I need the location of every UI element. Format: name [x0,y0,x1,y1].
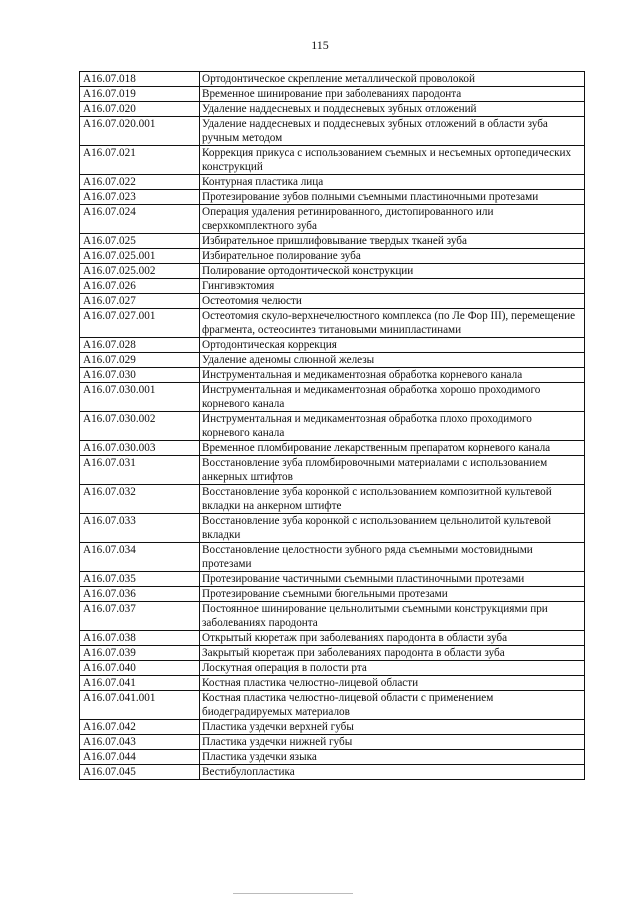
service-name-cell: Гингивэктомия [200,279,585,294]
table-row [80,587,585,602]
service-code-cell: A16.07.041 [80,676,200,691]
service-code-cell: A16.07.024 [80,205,200,234]
service-code-cell: A16.07.030 [80,368,200,383]
table-row [80,485,585,514]
service-name-cell: Вестибулопластика [200,765,585,780]
table-row [80,72,585,87]
service-code-cell: A16.07.034 [80,543,200,572]
service-code-cell: A16.07.031 [80,456,200,485]
service-code-cell: A16.07.026 [80,279,200,294]
service-code-cell: A16.07.028 [80,338,200,353]
table-row [80,572,585,587]
services-table-body [80,72,585,780]
table-row [80,661,585,676]
service-code-cell: A16.07.022 [80,175,200,190]
service-code-cell: A16.07.019 [80,87,200,102]
service-name-cell: Протезирование частичными съемными пластиночными протезами [200,572,585,587]
service-name-cell: Открытый кюретаж при заболеваниях пародонта в области зуба [200,631,585,646]
service-name-cell: Удаление аденомы слюнной железы [200,353,585,368]
table-row [80,602,585,631]
service-name-cell: Восстановление зуба коронкой с использованием композитной культевой вкладки на анкерном штифте [200,485,585,514]
table-row [80,691,585,720]
service-name-cell: Ортодонтическое скрепление металлической проволокой [200,72,585,87]
table-row [80,338,585,353]
service-name-cell: Костная пластика челюстно-лицевой области с применением биодеградируемых материалов [200,691,585,720]
service-code-cell: A16.07.045 [80,765,200,780]
service-code-cell: A16.07.025 [80,234,200,249]
service-name-cell: Закрытый кюретаж при заболеваниях пародонта в области зуба [200,646,585,661]
service-code-cell: A16.07.023 [80,190,200,205]
table-row [80,117,585,146]
service-name-cell: Остеотомия скуло-верхнечелюстного комплекса (по Ле Фор III), перемещение фрагмента, остеосинтез титановыми минипластинами [200,309,585,338]
table-row [80,631,585,646]
service-name-cell: Временное пломбирование лекарственным препаратом корневого канала [200,441,585,456]
service-name-cell: Удаление наддесневых и поддесневых зубных отложений [200,102,585,117]
service-name-cell: Избирательное полирование зуба [200,249,585,264]
service-name-cell: Пластика уздечки языка [200,750,585,765]
service-name-cell: Избирательное пришлифовывание твердых тканей зуба [200,234,585,249]
service-name-cell: Восстановление зуба коронкой с использованием цельнолитой культевой вкладки [200,514,585,543]
service-code-cell: A16.07.018 [80,72,200,87]
table-row [80,205,585,234]
service-code-cell: A16.07.027 [80,294,200,309]
table-row [80,720,585,735]
service-code-cell: A16.07.039 [80,646,200,661]
table-row [80,646,585,661]
service-code-cell: A16.07.037 [80,602,200,631]
table-row [80,175,585,190]
service-name-cell: Восстановление целостности зубного ряда съемными мостовидными протезами [200,543,585,572]
table-row [80,765,585,780]
table-row [80,543,585,572]
service-name-cell: Пластика уздечки нижней губы [200,735,585,750]
table-row [80,353,585,368]
service-name-cell: Костная пластика челюстно-лицевой области [200,676,585,691]
service-name-cell: Восстановление зуба пломбировочными материалами с использованием анкерных штифтов [200,456,585,485]
table-row [80,249,585,264]
service-code-cell: A16.07.027.001 [80,309,200,338]
table-row [80,514,585,543]
service-code-cell: A16.07.035 [80,572,200,587]
service-code-cell: A16.07.020 [80,102,200,117]
service-code-cell: A16.07.036 [80,587,200,602]
service-name-cell: Контурная пластика лица [200,175,585,190]
table-row [80,146,585,175]
service-code-cell: A16.07.033 [80,514,200,543]
page-bottom-divider [233,893,353,894]
service-code-cell: A16.07.030.002 [80,412,200,441]
table-row [80,294,585,309]
page-number: 115 [311,38,329,52]
service-code-cell: A16.07.044 [80,750,200,765]
service-name-cell: Коррекция прикуса с использованием съемных и несъемных ортопедических конструкций [200,146,585,175]
service-code-cell: A16.07.030.001 [80,383,200,412]
service-code-cell: A16.07.042 [80,720,200,735]
service-name-cell: Операция удаления ретинированного, дистопированного или сверхкомплектного зуба [200,205,585,234]
table-row [80,234,585,249]
service-code-cell: A16.07.025.002 [80,264,200,279]
service-name-cell: Пластика уздечки верхней губы [200,720,585,735]
table-row [80,383,585,412]
service-name-cell: Инструментальная и медикаментозная обработка корневого канала [200,368,585,383]
service-code-cell: A16.07.041.001 [80,691,200,720]
service-code-cell: A16.07.043 [80,735,200,750]
table-row [80,102,585,117]
service-name-cell: Лоскутная операция в полости рта [200,661,585,676]
service-code-cell: A16.07.032 [80,485,200,514]
service-code-cell: A16.07.038 [80,631,200,646]
table-row [80,368,585,383]
table-row [80,456,585,485]
service-code-cell: A16.07.040 [80,661,200,676]
service-name-cell: Ортодонтическая коррекция [200,338,585,353]
table-row [80,279,585,294]
table-row [80,441,585,456]
service-name-cell: Удаление наддесневых и поддесневых зубных отложений в области зуба ручным методом [200,117,585,146]
service-code-cell: A16.07.021 [80,146,200,175]
service-code-cell: A16.07.029 [80,353,200,368]
table-row [80,735,585,750]
service-code-cell: A16.07.025.001 [80,249,200,264]
table-row [80,750,585,765]
table-row [80,190,585,205]
table-row [80,412,585,441]
service-name-cell: Протезирование съемными бюгельными протезами [200,587,585,602]
table-row [80,264,585,279]
service-code-cell: A16.07.020.001 [80,117,200,146]
table-row [80,87,585,102]
table-row [80,309,585,338]
service-name-cell: Полирование ортодонтической конструкции [200,264,585,279]
service-name-cell: Постоянное шинирование цельнолитыми съемными конструкциями при заболеваниях пародонта [200,602,585,631]
service-name-cell: Инструментальная и медикаментозная обработка плохо проходимого корневого канала [200,412,585,441]
service-name-cell: Временное шинирование при заболеваниях пародонта [200,87,585,102]
service-name-cell: Остеотомия челюсти [200,294,585,309]
service-name-cell: Протезирование зубов полными съемными пластиночными протезами [200,190,585,205]
table-row [80,676,585,691]
service-code-cell: A16.07.030.003 [80,441,200,456]
services-table [79,71,585,780]
service-name-cell: Инструментальная и медикаментозная обработка хорошо проходимого корневого канала [200,383,585,412]
